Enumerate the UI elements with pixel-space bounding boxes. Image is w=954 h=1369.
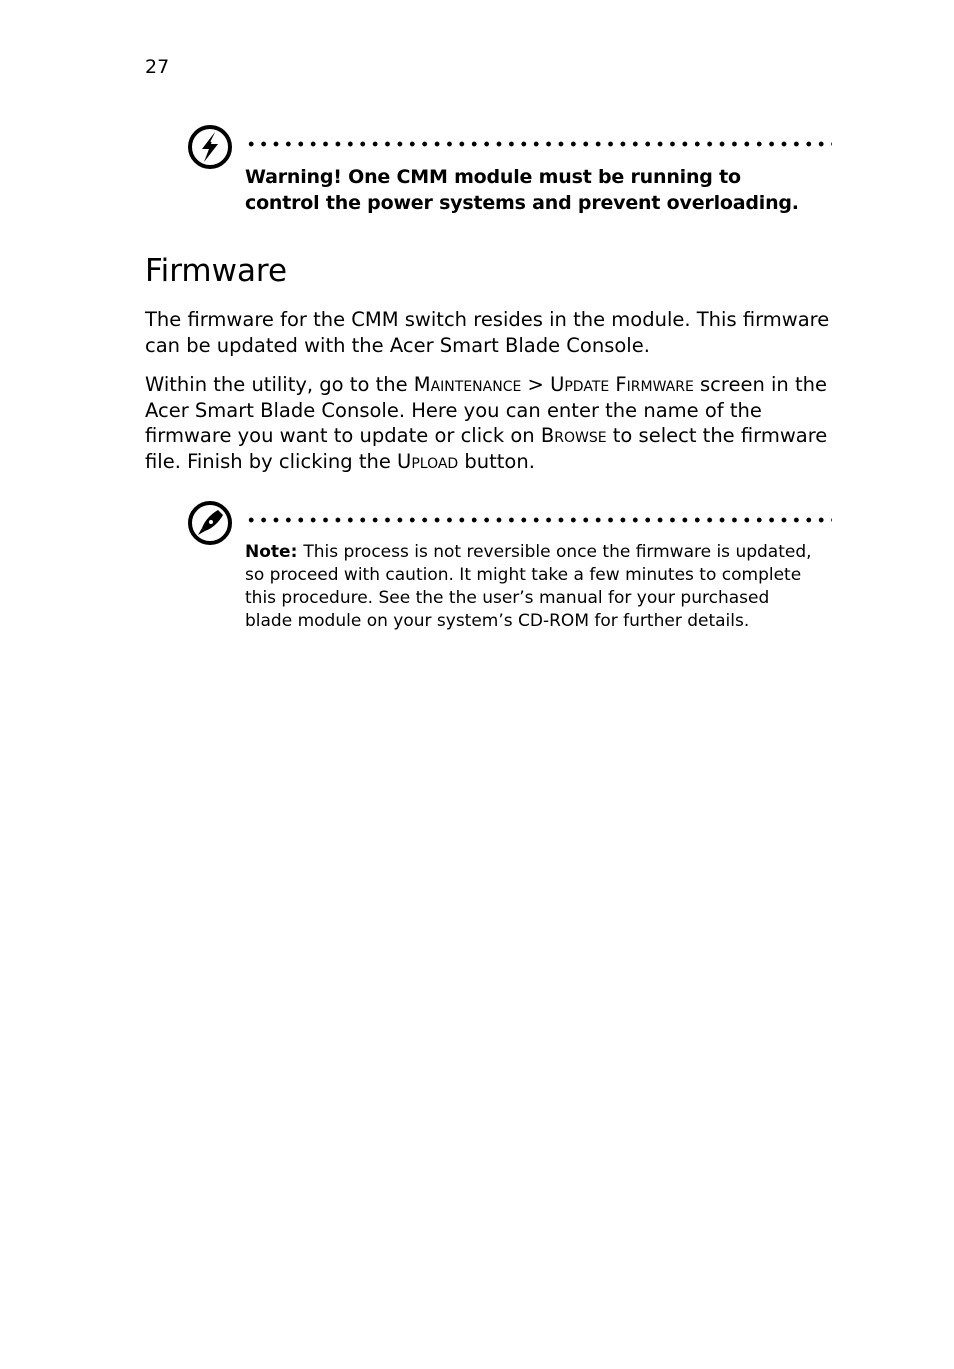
paragraph-intro: The firmware for the CMM switch resides in the module. This firmware can be updated with the Acer Smart Blade Console.	[145, 308, 830, 357]
warning-text: Warning! One CMM module must be running to control the power systems and prevent overloading.	[245, 166, 799, 214]
dotted-divider	[245, 141, 832, 147]
menu-maintenance: Maintenance	[413, 373, 522, 396]
text-segment: screen in the Acer Smart Blade Console. Here you can enter the name of the firmware you want to update or click on	[145, 373, 827, 447]
lightning-warning-icon	[187, 124, 233, 170]
note-callout	[187, 500, 832, 650]
pen-note-icon	[187, 500, 233, 546]
text-separator: >	[521, 373, 551, 396]
note-text: This process is not reversible once the firmware is updated, so proceed with caution. It might take a few minutes to complete this procedure. See the the user’s manual for your purchased blade module on your system’s CD-ROM for further details.	[245, 542, 812, 631]
menu-update-firmware: Update Firmware	[550, 373, 694, 396]
button-ref-browse: Browse	[540, 424, 607, 447]
note-body	[245, 541, 814, 633]
paragraph-instructions	[145, 372, 835, 474]
text-segment: button.	[458, 449, 535, 473]
warning-callout	[187, 124, 832, 224]
button-ref-upload: Upload	[397, 449, 459, 473]
dotted-divider	[245, 517, 832, 523]
section-title: Firmware	[145, 253, 288, 289]
text-segment: to select the firmware file. Finish by clicking the	[145, 424, 828, 473]
page-number: 27	[145, 56, 170, 78]
text-segment: Within the utility, go to the	[145, 373, 414, 396]
note-label: Note:	[245, 542, 298, 562]
